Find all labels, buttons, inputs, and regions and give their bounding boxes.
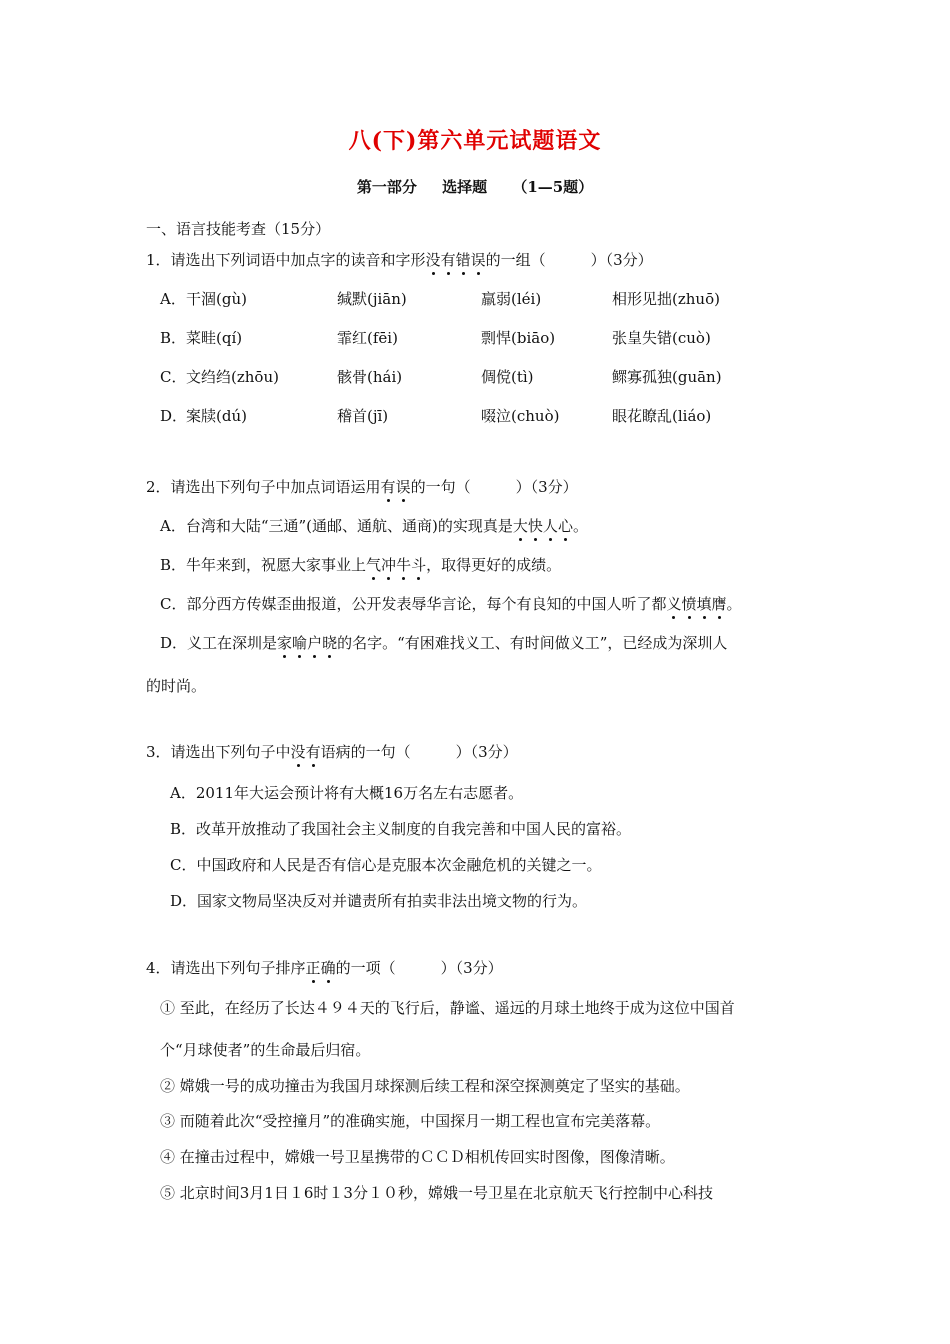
- word-option: 菜畦(qí): [186, 329, 243, 347]
- word-option: 骸骨(hái): [337, 368, 403, 386]
- dotted-char: 没: [425, 251, 441, 269]
- option-letter: B．: [160, 329, 187, 347]
- question-3-option-a: A．2011年大运会预计将有大概16万名左右志愿者。: [170, 784, 524, 802]
- question-3-option-d: D．国家文物局坚决反对并谴责所有拍卖非法出境文物的行为。: [170, 892, 588, 910]
- dotted-char: 冲: [381, 556, 397, 574]
- question-2-option-a: A．台湾和大陆“三通”(通邮、通航、通商)的实现真是大快人心。: [160, 517, 588, 535]
- word-option: 剽悍(biāo): [481, 329, 556, 347]
- dotted-char: 晓: [322, 634, 338, 652]
- question-4-sentence-1-continued: 个“月球使者”的生命最后归宿。: [160, 1041, 371, 1059]
- section-subtitle: [0, 176, 950, 197]
- dotted-char: 气: [366, 556, 382, 574]
- dotted-char: 有: [305, 743, 321, 761]
- word-option: 羸弱(léi): [481, 290, 542, 308]
- dotted-char: 愤: [681, 595, 697, 613]
- subtitle-range: （1—5题）: [512, 178, 594, 196]
- dotted-char: 有: [380, 478, 396, 496]
- question-4-sentence-1: ① 至此，在经历了长达４９４天的飞行后，静谧、遥远的月球土地终于成为这位中国首: [160, 999, 735, 1017]
- dotted-char: 确: [320, 959, 336, 977]
- option-letter: A．: [160, 290, 186, 308]
- word-option: 相形见拙(zhuō): [612, 290, 720, 308]
- dotted-char: 膺: [711, 595, 727, 613]
- dotted-char: 大: [512, 517, 528, 535]
- question-2-option-b: B．牛年来到，祝愿大家事业上气冲牛斗，取得更好的成绩。: [160, 556, 562, 574]
- emphasis-dotted: [513, 517, 573, 535]
- word-option: 张皇失错(cuò): [612, 329, 711, 347]
- section-header: 一、语言技能考查（15分）: [146, 220, 331, 238]
- dotted-char: 正: [305, 959, 321, 977]
- word-option: 干涸(gù): [186, 290, 247, 308]
- dotted-char: 误: [470, 251, 486, 269]
- question-1-stem: 1．请选出下列词语中加点字的读音和字形没有错误的一组（ ）（3分）: [146, 251, 653, 269]
- question-2-option-d-continued: 的时尚。: [146, 677, 207, 695]
- dotted-char: 误: [395, 478, 411, 496]
- dotted-char: 义: [666, 595, 682, 613]
- emphasis-dotted: [291, 743, 321, 761]
- option-letter: D．: [160, 407, 188, 425]
- dotted-char: 人: [542, 517, 558, 535]
- dotted-char: 喻: [292, 634, 308, 652]
- question-3-option-c: C．中国政府和人民是否有信心是克服本次金融危机的关键之一。: [170, 856, 602, 874]
- dotted-char: 错: [455, 251, 471, 269]
- dotted-char: 填: [696, 595, 712, 613]
- emphasis-dotted: [306, 959, 336, 977]
- question-2-option-d: D．义工在深圳是家喻户晓的名字。“有困难找义工、有时间做义工”，已经成为深圳人: [160, 634, 728, 652]
- question-4-sentence-5: ⑤ 北京时间3月1日１6时１3分１０秒，嫦娥一号卫星在北京航天飞行控制中心科技: [160, 1184, 713, 1202]
- dotted-char: 快: [527, 517, 543, 535]
- subtitle-section: 选择题: [442, 178, 488, 196]
- question-2-option-c: C．部分西方传媒歪曲报道，公开发表辱华言论，每个有良知的中国人听了都义愤填膺。: [160, 595, 742, 613]
- dotted-char: 没: [290, 743, 306, 761]
- word-option: 案牍(dú): [186, 407, 247, 425]
- emphasis-dotted: [381, 478, 411, 496]
- word-option: 啜泣(chuò): [481, 407, 560, 425]
- subtitle-part: 第一部分: [356, 178, 417, 196]
- dotted-char: 斗: [411, 556, 427, 574]
- question-4-sentence-3: ③ 而随着此次“受控撞月”的准确实施，中国探月一期工程也宣布完美落幕。: [160, 1112, 661, 1130]
- option-letter: C．: [160, 368, 187, 386]
- document-title: 八(下)第六单元试题语文: [348, 128, 602, 154]
- emphasis-dotted: [366, 556, 426, 574]
- emphasis-dotted: [277, 634, 337, 652]
- emphasis-dotted: [666, 595, 726, 613]
- word-option: 霏红(fēi): [337, 329, 398, 347]
- dotted-char: 牛: [396, 556, 412, 574]
- dotted-char: 有: [440, 251, 456, 269]
- word-option: 鳏寡孤独(guān): [612, 368, 722, 386]
- word-option: 文绉绉(zhōu): [186, 368, 279, 386]
- word-option: 稽首(jī): [337, 407, 389, 425]
- dotted-char: 家: [277, 634, 293, 652]
- question-3-option-b: B．改革开放推动了我国社会主义制度的自我完善和中国人民的富裕。: [170, 820, 632, 838]
- question-4-sentence-2: ② 嫦娥一号的成功撞击为我国月球探测后续工程和深空探测奠定了坚实的基础。: [160, 1077, 690, 1095]
- question-3-stem: 3．请选出下列句子中没有语病的一句（ ）（3分）: [146, 743, 518, 761]
- question-2-stem: 2．请选出下列句子中加点词语运用有误的一句（ ）（3分）: [146, 478, 578, 496]
- word-option: 缄默(jiān): [337, 290, 407, 308]
- dotted-char: 心: [557, 517, 573, 535]
- word-option: 倜傥(tì): [481, 368, 534, 386]
- dotted-char: 户: [307, 634, 323, 652]
- question-4-sentence-4: ④ 在撞击过程中，嫦娥一号卫星携带的ＣＣＤ相机传回实时图像，图像清晰。: [160, 1148, 675, 1166]
- emphasis-dotted: [426, 251, 486, 269]
- question-4-stem: 4．请选出下列句子排序正确的一项（ ）（3分）: [146, 959, 503, 977]
- word-option: 眼花瞭乱(liáo): [612, 407, 712, 425]
